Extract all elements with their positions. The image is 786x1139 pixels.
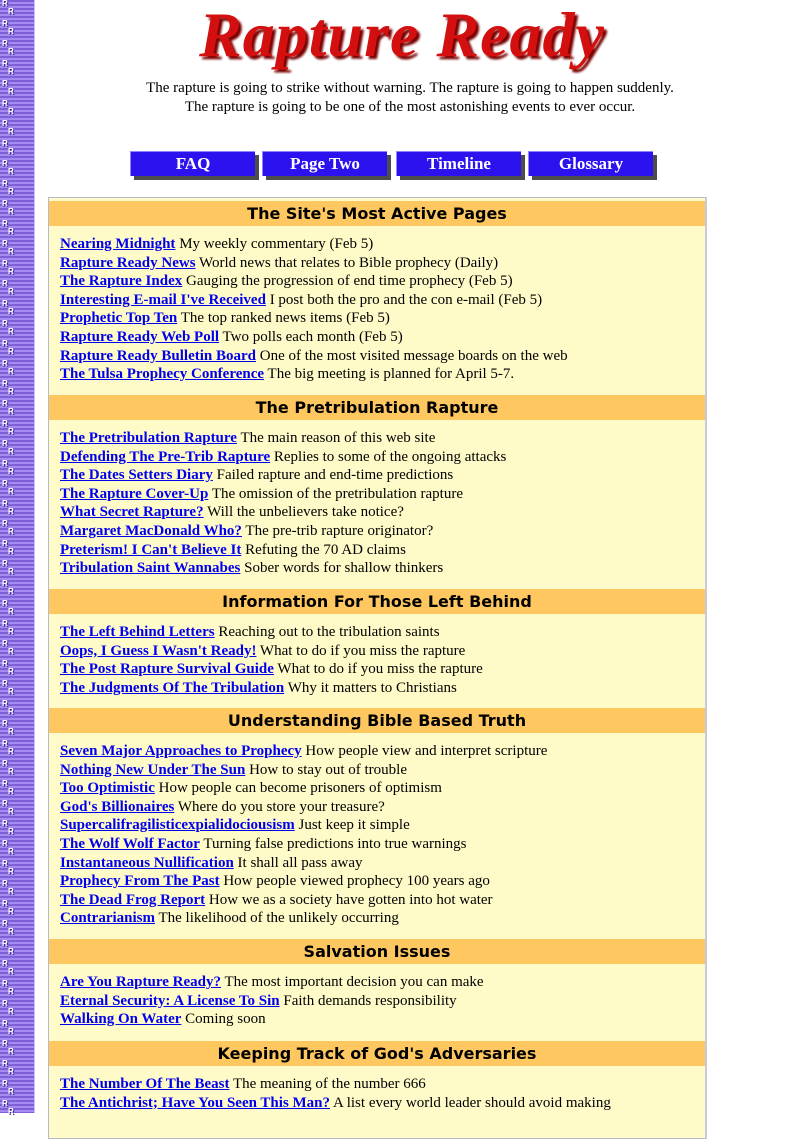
page-link[interactable]: The Judgments Of The Tribulation xyxy=(60,679,285,696)
rr-tile-letter: R xyxy=(2,979,8,988)
rr-pattern-tile xyxy=(2,340,28,360)
link-description: One of the most visited message boards on the web xyxy=(259,347,568,364)
rr-tile-letter: R xyxy=(8,187,14,196)
list-item xyxy=(60,235,705,254)
list-item xyxy=(60,835,705,854)
nav-faq-button[interactable]: FAQ xyxy=(130,151,255,176)
list-item xyxy=(60,309,705,328)
link-description: Replies to some of the ongoing attacks xyxy=(273,448,507,465)
rr-tile-letter: R xyxy=(8,847,14,856)
rr-tile-letter: R xyxy=(8,547,14,556)
rr-tile-letter: R xyxy=(8,767,14,776)
rr-tile-letter: R xyxy=(2,759,8,768)
list-item xyxy=(60,1075,705,1094)
link-description: Gauging the progression of end time prophecy (Feb 5) xyxy=(186,273,513,290)
section-header: The Pretribulation Rapture xyxy=(49,395,705,420)
rr-pattern-tile xyxy=(2,520,28,540)
link-description: Where do you store your treasure? xyxy=(177,798,385,815)
rr-tile-letter: R xyxy=(2,499,8,508)
rr-tile-letter: R xyxy=(8,1007,14,1016)
rr-tile-letter: R xyxy=(2,559,8,568)
rr-tile-letter: R xyxy=(2,1059,8,1068)
link-description: Two polls each month (Feb 5) xyxy=(222,328,403,345)
rr-tile-letter: R xyxy=(8,1027,14,1036)
link-description: The likelihood of the unlikely occurring xyxy=(158,910,399,927)
rr-pattern-tile xyxy=(2,260,28,280)
rr-pattern-tile xyxy=(2,1100,28,1120)
rr-pattern-tile xyxy=(2,180,28,200)
intro-line-2: The rapture is going to be one of the most astonishing events to ever occur. xyxy=(184,99,636,115)
rr-tile-letter: R xyxy=(8,567,14,576)
page-link[interactable]: Nothing New Under The Sun xyxy=(60,761,246,778)
page-link[interactable]: Oops, I Guess I Wasn't Ready! xyxy=(60,642,257,659)
link-description: Why it matters to Christians xyxy=(287,679,457,696)
rr-tile-letter: R xyxy=(8,627,14,636)
page-link[interactable]: Preterism! I Can't Believe It xyxy=(60,541,242,558)
rr-tile-letter: R xyxy=(8,427,14,436)
link-description: My weekly commentary (Feb 5) xyxy=(179,236,374,252)
rr-tile-letter: R xyxy=(8,747,14,756)
rr-tile-letter: R xyxy=(8,967,14,976)
link-description: Turning false predictions into true warnings xyxy=(203,835,467,852)
list-item xyxy=(60,660,705,679)
rr-pattern-tile xyxy=(2,620,28,640)
rr-pattern-tile xyxy=(2,600,28,620)
page-link[interactable]: The Antichrist; Have You Seen This Man? xyxy=(60,1094,331,1111)
list-item xyxy=(60,779,705,798)
list-item xyxy=(60,466,705,485)
list-item xyxy=(60,872,705,891)
rr-tile-letter: R xyxy=(2,439,8,448)
rr-tile-letter: R xyxy=(8,487,14,496)
rr-tile-letter: R xyxy=(2,679,8,688)
page-link[interactable]: Defending The Pre-Trib Rapture xyxy=(60,448,271,465)
rr-pattern-tile xyxy=(2,580,28,600)
page-link[interactable]: Walking On Water xyxy=(60,1011,182,1028)
list-item xyxy=(60,891,705,910)
rr-tile-letter: R xyxy=(8,1067,14,1076)
rr-pattern-tile xyxy=(2,460,28,480)
link-description: The pre-trib rapture originator? xyxy=(245,522,434,539)
page-link[interactable]: Prophetic Top Ten xyxy=(60,310,178,327)
rr-tile-letter: R xyxy=(8,787,14,796)
page-link[interactable]: Seven Major Approaches to Prophecy xyxy=(60,743,302,759)
rr-tile-letter: R xyxy=(8,927,14,936)
rr-pattern-tile xyxy=(2,940,28,960)
list-item xyxy=(60,559,705,578)
rr-tile-letter: R xyxy=(8,587,14,596)
rr-pattern-tile xyxy=(2,440,28,460)
page-link[interactable]: Nearing Midnight xyxy=(60,236,176,252)
list-item xyxy=(60,503,705,522)
rr-pattern-tile xyxy=(2,960,28,980)
rr-pattern-tile xyxy=(2,780,28,800)
rr-tile-letter: R xyxy=(2,939,8,948)
rr-tile-letter: R xyxy=(2,859,8,868)
intro-text xyxy=(34,79,786,117)
rr-tile-letter: R xyxy=(8,347,14,356)
page-link[interactable]: Supercalifragilisticexpialidociousism xyxy=(60,817,295,834)
list-item xyxy=(60,272,705,291)
rr-pattern-tile xyxy=(2,380,28,400)
rr-tile-letter: R xyxy=(8,67,14,76)
rr-tile-letter: R xyxy=(2,579,8,588)
rr-tile-letter: R xyxy=(8,687,14,696)
page-link[interactable]: Rapture Ready News xyxy=(60,254,196,271)
link-description: How to stay out of trouble xyxy=(249,761,407,778)
list-item xyxy=(60,328,705,347)
section-header: The Site's Most Active Pages xyxy=(49,201,705,226)
link-description: How people view and interpret scripture xyxy=(305,743,548,759)
rr-tile-letter: R xyxy=(8,887,14,896)
rr-pattern-tile xyxy=(2,320,28,340)
rr-tile-letter: R xyxy=(2,179,8,188)
page-link[interactable]: Eternal Security: A License To Sin xyxy=(60,992,280,1009)
page-link[interactable]: God's Billionaires xyxy=(60,798,175,815)
link-description: Coming soon xyxy=(185,1011,266,1028)
rr-pattern-tile xyxy=(2,680,28,700)
rr-pattern-tile xyxy=(2,420,28,440)
rr-tile-letter: R xyxy=(8,107,14,116)
rr-tile-letter: R xyxy=(8,1107,14,1116)
rr-pattern-tile xyxy=(2,1040,28,1060)
rr-pattern-tile xyxy=(2,800,28,820)
rr-sidebar-pattern xyxy=(0,0,35,1116)
link-description: It shall all pass away xyxy=(237,854,363,871)
page-link[interactable]: The Wolf Wolf Factor xyxy=(60,835,200,852)
rr-pattern-tile xyxy=(2,120,28,140)
rr-tile-letter: R xyxy=(2,259,8,268)
rr-tile-letter: R xyxy=(8,727,14,736)
link-description: Sober words for shallow thinkers xyxy=(244,560,444,577)
rr-pattern-tile xyxy=(2,560,28,580)
page-link[interactable]: The Pretribulation Rapture xyxy=(60,430,237,446)
section-link-list xyxy=(60,429,705,578)
link-description: The most important decision you can make xyxy=(224,974,484,990)
rr-tile-letter: R xyxy=(8,947,14,956)
list-item xyxy=(60,291,705,310)
rr-tile-letter: R xyxy=(8,127,14,136)
link-description: What to do if you miss the rapture xyxy=(259,642,466,659)
page-link[interactable]: Interesting E-mail I've Received xyxy=(60,291,266,308)
page-link[interactable]: The Number Of The Beast xyxy=(60,1076,230,1092)
rr-pattern-tile xyxy=(2,700,28,720)
page-link[interactable]: The Left Behind Letters xyxy=(60,624,215,640)
rr-pattern-tile xyxy=(2,140,28,160)
list-item xyxy=(60,742,705,761)
rr-tile-letter: R xyxy=(2,0,8,8)
rr-tile-letter: R xyxy=(2,99,8,108)
rr-pattern-tile xyxy=(2,920,28,940)
rr-tile-letter: R xyxy=(2,359,8,368)
rr-pattern-tile xyxy=(2,100,28,120)
rr-pattern-tile xyxy=(2,540,28,560)
rr-pattern-tile xyxy=(2,80,28,100)
rr-tile-letter: R xyxy=(2,59,8,68)
link-description: How people can become prisoners of optimism xyxy=(158,780,442,797)
list-item xyxy=(60,448,705,467)
list-item xyxy=(60,679,705,698)
rr-tile-letter: R xyxy=(8,407,14,416)
rr-tile-letter: R xyxy=(8,307,14,316)
rr-tile-letter: R xyxy=(2,639,8,648)
list-item xyxy=(60,909,705,928)
rr-pattern-tile xyxy=(2,660,28,680)
page-link[interactable]: The Rapture Cover-Up xyxy=(60,485,209,502)
rr-tile-letter: R xyxy=(2,1019,8,1028)
rr-pattern-tile xyxy=(2,500,28,520)
page-link[interactable]: Margaret MacDonald Who? xyxy=(60,522,242,539)
rr-pattern-tile xyxy=(2,980,28,1000)
link-directory xyxy=(48,197,707,1139)
link-description: The big meeting is planned for April 5-7. xyxy=(267,366,515,383)
link-description: A list every world leader should avoid making xyxy=(332,1094,611,1111)
rr-tile-letter: R xyxy=(2,619,8,628)
page-link[interactable]: Prophecy From The Past xyxy=(60,873,220,890)
section-header: Information For Those Left Behind xyxy=(49,589,705,614)
section-header: Salvation Issues xyxy=(49,939,705,964)
link-description: The meaning of the number 666 xyxy=(232,1076,426,1092)
rr-tile-letter: R xyxy=(8,27,14,36)
rr-tile-letter: R xyxy=(8,7,14,16)
rr-pattern-tile xyxy=(2,860,28,880)
list-item xyxy=(60,254,705,273)
page-link[interactable]: Rapture Ready Bulletin Board xyxy=(60,347,256,364)
rr-tile-letter: R xyxy=(2,919,8,928)
rr-pattern-tile xyxy=(2,740,28,760)
rr-tile-letter: R xyxy=(2,459,8,468)
nav-timeline-button[interactable]: Timeline xyxy=(396,151,521,176)
rr-tile-letter: R xyxy=(2,79,8,88)
page-link[interactable]: The Tulsa Prophecy Conference xyxy=(60,366,265,383)
rr-tile-letter: R xyxy=(8,327,14,336)
page-link[interactable]: Instantaneous Nullification xyxy=(60,854,234,871)
rr-tile-letter: R xyxy=(2,699,8,708)
rr-tile-letter: R xyxy=(2,139,8,148)
rr-pattern-tile xyxy=(2,160,28,180)
rr-tile-letter: R xyxy=(2,159,8,168)
link-description: Reaching out to the tribulation saints xyxy=(218,624,440,640)
rr-tile-letter: R xyxy=(2,519,8,528)
rr-tile-letter: R xyxy=(8,207,14,216)
list-item xyxy=(60,429,705,448)
list-item xyxy=(60,816,705,835)
rr-tile-letter: R xyxy=(2,119,8,128)
rr-tile-letter: R xyxy=(2,279,8,288)
list-item xyxy=(60,1094,705,1113)
rr-pattern-tile xyxy=(2,360,28,380)
link-description: Refuting the 70 AD claims xyxy=(245,541,406,558)
rr-pattern-tile xyxy=(2,640,28,660)
list-item xyxy=(60,992,705,1011)
link-description: How people viewed prophecy 100 years ago xyxy=(223,873,490,890)
rr-tile-letter: R xyxy=(8,1047,14,1056)
rr-tile-letter: R xyxy=(2,199,8,208)
rr-tile-letter: R xyxy=(8,447,14,456)
rr-tile-letter: R xyxy=(8,607,14,616)
rr-tile-letter: R xyxy=(2,1079,8,1088)
rr-tile-letter: R xyxy=(2,839,8,848)
rr-tile-letter: R xyxy=(2,479,8,488)
list-item xyxy=(60,854,705,873)
link-description: Faith demands responsibility xyxy=(283,992,457,1009)
rr-pattern-tile xyxy=(2,220,28,240)
rr-pattern-tile xyxy=(2,900,28,920)
rr-tile-letter: R xyxy=(2,399,8,408)
page-link[interactable]: The Dead Frog Report xyxy=(60,891,206,908)
list-item xyxy=(60,347,705,366)
rr-tile-letter: R xyxy=(2,379,8,388)
rr-tile-letter: R xyxy=(8,507,14,516)
link-description: Will the unbelievers take notice? xyxy=(207,504,404,521)
list-item xyxy=(60,1010,705,1029)
rr-tile-letter: R xyxy=(2,319,8,328)
rr-tile-letter: R xyxy=(8,807,14,816)
page-link[interactable]: Are You Rapture Ready? xyxy=(60,974,221,990)
rr-tile-letter: R xyxy=(8,167,14,176)
section-link-list xyxy=(60,623,705,697)
link-description: The omission of the pretribulation rapture xyxy=(211,485,463,502)
rr-tile-letter: R xyxy=(8,387,14,396)
page-link[interactable]: What Secret Rapture? xyxy=(60,504,204,521)
rr-pattern-tile xyxy=(2,300,28,320)
list-item xyxy=(60,522,705,541)
list-item xyxy=(60,623,705,642)
page-link[interactable]: Too Optimistic xyxy=(60,780,155,797)
rr-pattern-tile xyxy=(2,720,28,740)
rr-tile-letter: R xyxy=(2,659,8,668)
rr-tile-letter: R xyxy=(8,647,14,656)
section-link-list xyxy=(60,973,705,1029)
rr-tile-letter: R xyxy=(8,87,14,96)
page-link[interactable]: The Rapture Index xyxy=(60,273,183,290)
section-link-list xyxy=(60,235,705,384)
rr-pattern-tile xyxy=(2,880,28,900)
link-description: Failed rapture and end-time predictions xyxy=(216,467,454,484)
list-item xyxy=(60,642,705,661)
rr-tile-letter: R xyxy=(2,779,8,788)
link-description: The main reason of this web site xyxy=(240,430,436,446)
list-item xyxy=(60,541,705,560)
link-description: What to do if you miss the rapture xyxy=(277,661,483,678)
rr-tile-letter: R xyxy=(8,147,14,156)
list-item xyxy=(60,485,705,504)
page-link[interactable]: Contrarianism xyxy=(60,910,155,927)
rr-tile-letter: R xyxy=(2,799,8,808)
section-link-list xyxy=(60,742,705,928)
rr-tile-letter: R xyxy=(2,999,8,1008)
page-link[interactable]: The Dates Setters Diary xyxy=(60,467,213,484)
section-header: Keeping Track of God's Adversaries xyxy=(49,1041,705,1066)
link-description: The top ranked news items (Feb 5) xyxy=(180,310,390,327)
link-description: I post both the pro and the con e-mail (Feb 5) xyxy=(269,291,543,308)
rr-tile-letter: R xyxy=(8,987,14,996)
rr-tile-letter: R xyxy=(2,599,8,608)
rr-tile-letter: R xyxy=(2,339,8,348)
rr-tile-letter: R xyxy=(2,239,8,248)
rr-tile-letter: R xyxy=(8,267,14,276)
page-link[interactable]: Rapture Ready Web Poll xyxy=(60,328,220,345)
rr-tile-letter: R xyxy=(2,819,8,828)
rr-tile-letter: R xyxy=(8,707,14,716)
rr-tile-letter: R xyxy=(8,47,14,56)
rr-pattern-tile xyxy=(2,280,28,300)
rr-pattern-tile xyxy=(2,240,28,260)
rr-tile-letter: R xyxy=(2,739,8,748)
rr-tile-letter: R xyxy=(2,299,8,308)
rr-tile-letter: R xyxy=(8,867,14,876)
page-link[interactable]: Tribulation Saint Wannabes xyxy=(60,560,241,577)
page-link[interactable]: The Post Rapture Survival Guide xyxy=(60,661,274,678)
site-logo: Rapture Ready xyxy=(199,0,605,70)
rr-tile-letter: R xyxy=(2,539,8,548)
list-item xyxy=(60,761,705,780)
nav-glossary-button[interactable]: Glossary xyxy=(528,151,653,176)
rr-tile-letter: R xyxy=(2,1099,8,1108)
list-item xyxy=(60,798,705,817)
rr-pattern-tile xyxy=(2,200,28,220)
rr-tile-letter: R xyxy=(8,907,14,916)
rr-tile-letter: R xyxy=(8,527,14,536)
rr-tile-letter: R xyxy=(8,247,14,256)
rr-tile-letter: R xyxy=(8,1087,14,1096)
rr-tile-letter: R xyxy=(2,1039,8,1048)
rr-pattern-tile xyxy=(2,820,28,840)
rr-tile-letter: R xyxy=(8,367,14,376)
section-header: Understanding Bible Based Truth xyxy=(49,708,705,733)
rr-pattern-tile xyxy=(2,1060,28,1080)
rr-tile-letter: R xyxy=(2,39,8,48)
rr-tile-letter: R xyxy=(2,219,8,228)
nav-page-two-button[interactable]: Page Two xyxy=(262,151,387,176)
rr-pattern-tile xyxy=(2,1000,28,1020)
rr-tile-letter: R xyxy=(8,467,14,476)
link-description: Just keep it simple xyxy=(298,817,410,834)
link-description: World news that relates to Bible prophecy (Daily) xyxy=(199,254,499,271)
rr-tile-letter: R xyxy=(2,719,8,728)
intro-line-1: The rapture is going to strike without warning. The rapture is going to happen suddenly. xyxy=(146,80,674,96)
rr-tile-letter: R xyxy=(2,419,8,428)
section-link-list xyxy=(60,1075,705,1112)
rr-pattern-tile xyxy=(2,1020,28,1040)
link-description: How we as a society have gotten into hot water xyxy=(208,891,493,908)
rr-tile-letter: R xyxy=(8,667,14,676)
list-item xyxy=(60,973,705,992)
rr-pattern-tile xyxy=(2,840,28,860)
list-item xyxy=(60,365,705,384)
rr-pattern-tile xyxy=(2,760,28,780)
rr-tile-letter: R xyxy=(8,827,14,836)
rr-pattern-tile xyxy=(2,400,28,420)
rr-tile-letter: R xyxy=(2,19,8,28)
rr-tile-letter: R xyxy=(2,879,8,888)
rr-tile-letter: R xyxy=(2,899,8,908)
rr-tile-letter: R xyxy=(8,287,14,296)
rr-tile-letter: R xyxy=(8,227,14,236)
rr-tile-letter: R xyxy=(2,959,8,968)
rr-pattern-tile xyxy=(2,480,28,500)
rr-pattern-tile xyxy=(2,1080,28,1100)
